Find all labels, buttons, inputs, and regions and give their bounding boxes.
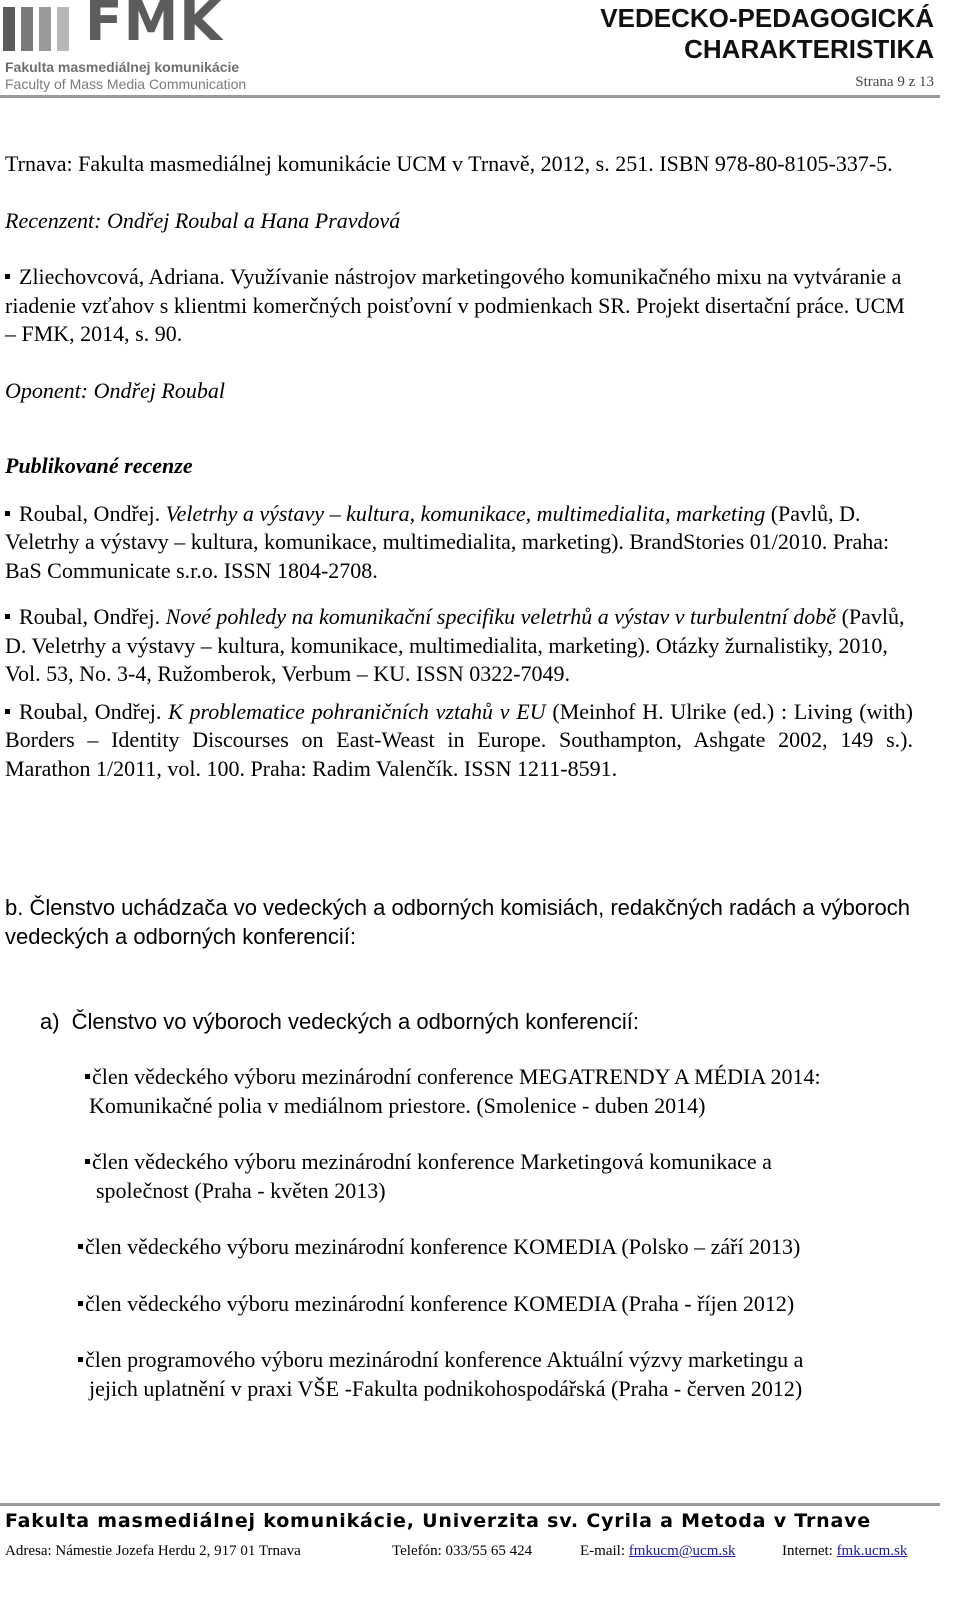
- member-line: [85, 1148, 913, 1177]
- footer-institution: Fakulta masmediálnej komunikácie, Univerzita sv. Cyrila a Metoda v Trnave: [5, 1510, 871, 1532]
- list-item: [5, 698, 913, 784]
- bullet-icon: [5, 614, 10, 619]
- fmk-logo: [3, 0, 253, 93]
- member-line: [78, 1346, 913, 1375]
- footer-phone: Telefón: 033/55 65 424: [392, 1543, 533, 1559]
- member-text: člen vědeckého výboru mezinárodní konference KOMEDIA (Polsko – září 2013): [85, 1234, 801, 1259]
- member-text: člen vědeckého výboru mezinárodní konference KOMEDIA (Praha - říjen 2012): [85, 1290, 795, 1316]
- review-title: K problematice pohraničních vztahů v EU: [168, 698, 546, 724]
- bullet-icon: [5, 274, 10, 279]
- list-item: [5, 1346, 913, 1403]
- member-text-continued: společnost (Praha - květen 2013): [96, 1177, 386, 1203]
- bullet-icon: [85, 1074, 90, 1079]
- document-body: [5, 150, 913, 1403]
- email-link[interactable]: fmkucm@ucm.sk: [628, 1543, 736, 1559]
- review-author: Roubal, Ondřej.: [19, 698, 162, 724]
- member-text-continued: jejich uplatnění v praxi VŠE -Fakulta podnikohospodářská (Praha - červen 2012): [89, 1375, 803, 1401]
- website-link[interactable]: fmk.ucm.sk: [836, 1543, 908, 1559]
- list-item: [5, 1290, 913, 1319]
- internet-label: Internet:: [782, 1543, 837, 1559]
- logo-wordmark: FMK: [85, 0, 223, 53]
- member-text: člen programového výboru mezinárodní konference Aktuální výzvy marketingu a: [85, 1347, 804, 1372]
- footer-divider: [0, 1503, 940, 1506]
- footer-internet: [782, 1543, 907, 1560]
- logo-subtitle-sk: Fakulta masmediálnej komunikácie: [5, 59, 240, 75]
- document-title: [600, 3, 934, 65]
- email-label: E-mail:: [580, 1543, 629, 1559]
- bullet-icon: [5, 511, 10, 516]
- section-a-marker: a): [40, 1009, 60, 1034]
- list-item: [5, 1063, 913, 1120]
- member-line: [78, 1290, 913, 1319]
- member-text: člen vědeckého výboru mezinárodní conference MEGATRENDY A MÉDIA 2014:: [92, 1064, 821, 1089]
- list-item: [5, 603, 913, 689]
- member-line: [78, 1233, 913, 1262]
- review-details: (Pavlů, D. Veletrhy a výstavy – kultura, komunikace, multimedialita, marketing). BrandStories 01/2010. Praha: BaS Communicate s.r.o. ISSN 1804-2708.: [5, 500, 890, 583]
- reviews-heading: Publikované recenze: [5, 453, 193, 478]
- title-line-2: CHARAKTERISTIKA: [684, 34, 934, 64]
- bullet-icon: [78, 1244, 83, 1249]
- section-a-title: Členstvo vo výboroch vedeckých a odborných konferencií:: [71, 1009, 639, 1034]
- bullet-icon: [85, 1159, 90, 1164]
- page-number: Strana 9 z 13: [855, 74, 934, 90]
- list-item: [5, 263, 913, 349]
- section-a-heading: [5, 1007, 913, 1036]
- review-title: Nové pohledy na komunikační specifiku veletrhů a výstav v turbulentní době: [165, 604, 837, 629]
- review-details: (Meinhof H. Ulrike (ed.) : Living (with) Borders – Identity Discourses on East-Weast in Europe. Southampton, Ashgate 2002, 149 s.). Marathon 1/2011, vol. 100. Praha: Radim Valenčík. ISSN 1211-8591.: [5, 698, 913, 781]
- review-details: (Pavlů, D. Veletrhy a výstavy – kultura, komunikace, multimedialita, marketing). Otázky žurnalistiky, 2010, Vol. 53, No. 3-4, Ružomberok, Verbum – KU. ISSN 0322-7049.: [5, 604, 905, 686]
- review-title: Veletrhy a výstavy – kultura, komunikace, multimedialita, marketing: [165, 500, 766, 526]
- review-author: Roubal, Ondřej.: [19, 500, 161, 526]
- section-b-heading: b. Členstvo uchádzača vo vedeckých a odborných komisiách, redakčných radách a výboroch vedeckých a odborných konferencií:: [5, 895, 910, 949]
- reviewers-line: Recenzent: Ondřej Roubal a Hana Pravdová: [5, 207, 401, 233]
- bullet-icon: [78, 1301, 83, 1306]
- reference-text: Zliechovcová, Adriana. Využívanie nástrojov marketingového komunikačného mixu na vytváranie a riadenie vzťahov s klientmi komerčných poisťovní v podmienkach SR. Projekt disertační práce. UCM – FMK, 2014, s. 90.: [5, 264, 905, 346]
- logo-subtitle-en: Faculty of Mass Media Communication: [5, 76, 247, 92]
- list-item: [5, 1148, 913, 1205]
- bullet-icon: [5, 709, 10, 714]
- footer-address: Adresa: Námestie Jozefa Herdu 2, 917 01 Trnava: [5, 1543, 301, 1559]
- member-line: [85, 1063, 913, 1092]
- member-text: člen vědeckého výboru mezinárodní konference Marketingová komunikace a: [92, 1149, 772, 1174]
- page-header: [0, 0, 960, 100]
- list-item: [5, 1233, 913, 1262]
- bullet-icon: [78, 1357, 83, 1362]
- member-text-continued: Komunikačné polia v mediálnom priestore. (Smolenice - duben 2014): [89, 1092, 706, 1118]
- logo-bars-icon: [3, 5, 83, 55]
- review-author: Roubal, Ondřej.: [19, 604, 161, 629]
- title-line-1: VEDECKO-PEDAGOGICKÁ: [600, 3, 934, 33]
- opponent-line: Oponent: Ondřej Roubal: [5, 377, 225, 403]
- reference-continuation: Trnava: Fakulta masmediálnej komunikácie UCM v Trnavě, 2012, s. 251. ISBN 978-80-8105-337-5.: [5, 151, 893, 176]
- footer-email: [580, 1543, 735, 1560]
- header-divider: [0, 95, 940, 98]
- list-item: [5, 500, 913, 586]
